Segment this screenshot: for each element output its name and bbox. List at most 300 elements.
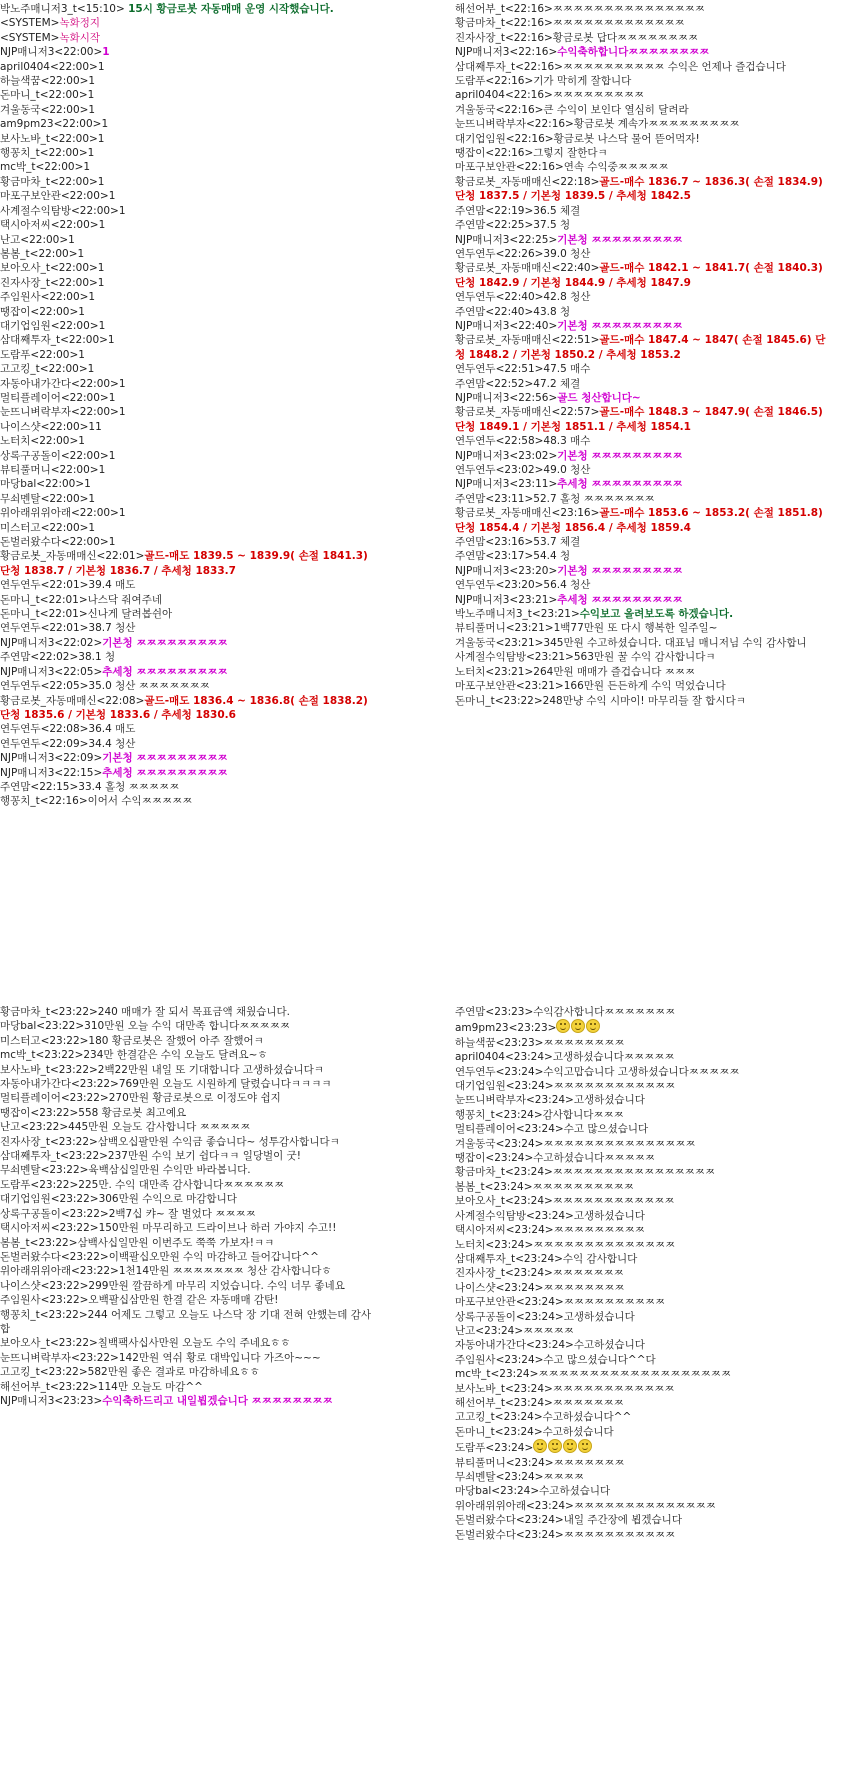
message-text: 땡잡이<22:16>그렇지 잘한다ㅋ: [455, 147, 608, 160]
chat-message: [0, 1091, 380, 1105]
message-highlight: 녹화시작: [59, 31, 101, 44]
chat-message: [455, 405, 835, 434]
chat-message: [455, 45, 835, 59]
message-text: 자동아내가간다<22:00>1: [0, 377, 126, 390]
chat-message: [455, 1137, 835, 1151]
message-text: 연두연두<22:58>48.3 매수: [455, 435, 591, 448]
message-text: 해선어부_t<23:24>ㅉㅉㅉㅉㅉㅉㅉ: [455, 1396, 624, 1409]
chat-message: [0, 1308, 380, 1337]
chat-message: [455, 1484, 835, 1498]
message-highlight: 골드-매수 1836.7 ~ 1836.3( 손절 1834.9) 단청 1837.5 / 기본청 1839.5 / 추세청 1842.5: [455, 175, 823, 203]
message-text: 연두연두<22:51>47.5 매수: [455, 363, 591, 376]
chat-message: [0, 1106, 380, 1120]
chat-message: [455, 16, 835, 30]
message-text: 행꽁치_t<23:24>감사합니다ㅉㅉㅉ: [455, 1108, 624, 1121]
chat-message: [455, 694, 835, 708]
message-text: 황금로봇_자동매매신<22:18>: [455, 175, 600, 188]
message-text: 무쇠멘탈<23:24>ㅉㅉㅉㅉ: [455, 1471, 584, 1483]
chat-message: [455, 1151, 835, 1165]
message-text: 마당bal<22:00>1: [0, 478, 91, 491]
chat-message: [0, 722, 380, 736]
message-text: 무쇠멘탈<22:00>1: [0, 492, 96, 505]
chat-message: [455, 1194, 835, 1208]
message-text: 하늘색꿈<22:00>1: [0, 75, 96, 88]
message-highlight: 골드 청산합니다~: [557, 391, 641, 404]
message-highlight: 추세청 ㅉㅉㅉㅉㅉㅉㅉㅉㅉ: [102, 766, 228, 779]
message-text: <SYSTEM>: [0, 17, 60, 30]
message-text: 황금마차_t<22:00>1: [0, 175, 105, 188]
chat-message: [0, 175, 380, 189]
message-text: 황금로봇_자동매매신<22:08>: [0, 694, 145, 707]
message-text: 황금로봇_자동매매신<22:40>: [455, 262, 600, 275]
message-text: 상록구공돌이<23:24>고생하셨습니다: [455, 1310, 635, 1323]
message-text: 연두연두<22:09>34.4 청산: [0, 737, 136, 750]
message-text: 겨울동국<22:00>1: [0, 103, 96, 116]
chat-message: [0, 794, 380, 808]
message-text: NJP매니저3<22:02>: [0, 636, 103, 649]
message-highlight: 추세청 ㅉㅉㅉㅉㅉㅉㅉㅉㅉ: [102, 665, 228, 678]
message-text: 돈마니_t<23:24>수고하셨습니다: [455, 1425, 614, 1438]
message-text: april0404<22:00>1: [0, 60, 105, 73]
chat-message: [0, 1365, 380, 1379]
message-text: 삼대째투자_t<22:16>ㅉㅉㅉㅉㅉㅉㅉㅉㅉㅉ 수익은 언제나 즐겁습니다: [455, 60, 786, 73]
chat-message: [455, 1295, 835, 1309]
message-text: 난고<23:24>ㅉㅉㅉㅉㅉ: [455, 1324, 574, 1337]
chat-message: [455, 377, 835, 391]
chat-message: [455, 117, 835, 131]
message-text: 진자사장_t<23:22>삼백오십팔만원 수익금 좋습니다~ 성투감사합니다ㅋ: [0, 1135, 340, 1148]
chat-message: [0, 319, 380, 333]
message-text: NJP매니저3<22:09>: [0, 752, 103, 765]
chat-message: [455, 1036, 835, 1050]
message-text: 황금로봇_자동매매신<23:16>: [455, 507, 600, 520]
chat-message: [455, 1470, 835, 1484]
chat-log-column-4: [455, 1005, 835, 1542]
message-text: NJP매니저3<22:16>: [455, 46, 558, 59]
chat-message: [455, 1252, 835, 1266]
message-text: NJP매니저3<22:56>: [455, 391, 558, 404]
chat-message: [0, 218, 380, 232]
chat-message: [0, 132, 380, 146]
message-text: 택시아저씨<23:22>150만원 마무리하고 드라이브나 하러 가야지 수고!!: [0, 1222, 337, 1235]
chat-message: [0, 766, 380, 780]
message-text: 황금마차_t<22:16>ㅉㅉㅉㅉㅉㅉㅉㅉㅉㅉㅉㅉㅉ: [455, 17, 685, 30]
chat-message: [455, 477, 835, 491]
message-highlight: 1: [102, 46, 110, 59]
message-text: 진자사장_t<22:00>1: [0, 276, 105, 289]
message-text: 고고킹_t<23:22>582만원 좋은 결과로 마감하네요ㅎㅎ: [0, 1366, 260, 1379]
chat-message: [455, 1266, 835, 1280]
chat-message: [0, 146, 380, 160]
message-text: 대기업임원<22:16>황금로봇 나스닥 물어 뜯어먹자!: [455, 132, 700, 145]
smiley-emoticon-icon: [578, 1439, 592, 1453]
chat-message: [0, 290, 380, 304]
chat-message: [0, 117, 380, 131]
chat-message: [455, 665, 835, 679]
chat-log-column-1: [0, 2, 380, 809]
chat-message: [455, 132, 835, 146]
smiley-emoticon-icon: [533, 1439, 547, 1453]
chat-message: [0, 578, 380, 592]
message-text: 마포구보안관<23:21>166만원 든든하게 수익 먹었습니다: [455, 680, 726, 693]
message-text: 미스터고<23:22>180 황금로봇은 잘했어 아주 잘했어ㅋ: [0, 1034, 264, 1047]
message-text: 보아오사_t<22:00>1: [0, 262, 105, 275]
chat-message: [0, 1005, 380, 1019]
message-text: 겨울동국<23:21>345만원 수고하셨습니다. 대표님 매니저님 수익 감사합니: [455, 636, 807, 649]
message-text: 사계절수익탐방<23:24>고생하셨습니다: [455, 1209, 645, 1222]
message-text: 주임원사<23:24>수고 많으셨습니다^^다: [455, 1353, 656, 1366]
message-text: april0404<23:24>고생하셨습니다ㅉㅉㅉㅉㅉ: [455, 1051, 675, 1064]
chat-message: [0, 1034, 380, 1048]
message-highlight: 기본청 ㅉㅉㅉㅉㅉㅉㅉㅉㅉ: [557, 319, 683, 332]
message-text: 보아오사_t<23:22>칠백팩사십사만원 오늘도 수익 주네요ㅎㅎ: [0, 1337, 291, 1350]
chat-message: [0, 679, 380, 693]
chat-message: [455, 1180, 835, 1194]
message-text: 보아오사_t<23:24>ㅉㅉㅉㅉㅉㅉㅉㅉㅉㅉㅉㅉ: [455, 1195, 675, 1208]
message-text: 돈벌러왔수다<22:00>1: [0, 536, 116, 549]
message-text: 황금로봇_자동매매신<22:51>: [455, 334, 600, 347]
chat-message: [455, 564, 835, 578]
chat-message: [0, 521, 380, 535]
chat-message: [455, 1456, 835, 1470]
chat-message: [0, 1063, 380, 1077]
message-text: 진자사장_t<22:16>황금로봇 답다ㅉㅉㅉㅉㅉㅉㅉㅉ: [455, 31, 699, 44]
chat-message: [0, 1135, 380, 1149]
message-text: 눈뜨니벼락부자<23:22>142만원 역쉬 황로 대박입니다 가즈아~~~: [0, 1351, 321, 1364]
smiley-emoticon-icon: [548, 1439, 562, 1453]
chat-message: [0, 1236, 380, 1250]
chat-message: [0, 60, 380, 74]
message-highlight: 골드-매수 1848.3 ~ 1847.9( 손절 1846.5) 단청 1849.1 / 기본청 1851.1 / 추세청 1854.1: [455, 406, 823, 433]
chat-message: [455, 1396, 835, 1410]
message-highlight: 추세청 ㅉㅉㅉㅉㅉㅉㅉㅉㅉ: [557, 593, 683, 606]
chat-message: [0, 16, 380, 30]
message-text: 연두연두<23:02>49.0 청산: [455, 464, 591, 476]
message-text: 주연맘<22:40>43.8 청: [455, 305, 571, 318]
chat-message: [0, 1192, 380, 1206]
chat-message: [0, 2, 380, 16]
message-text: 보사노바_t<23:24>ㅉㅉㅉㅉㅉㅉㅉㅉㅉㅉㅉㅉ: [455, 1382, 675, 1395]
message-text: NJP매니저3<22:00>: [0, 46, 103, 59]
chat-message: [455, 1439, 835, 1455]
message-text: 눈뜨니벼락부자<23:24>고생하셨습니다: [455, 1094, 645, 1107]
chat-message: [0, 621, 380, 635]
message-text: 멀티플레이어<23:24>수고 많으셨습니다: [455, 1123, 649, 1136]
message-text: 마포구보안관<23:24>ㅉㅉㅉㅉㅉㅉㅉㅉㅉㅉ: [455, 1296, 666, 1309]
chat-message: [0, 74, 380, 88]
message-text: 사계절수익탐방<23:21>563만원 꿀 수익 감사합니다ㅋ: [455, 651, 716, 664]
chat-message: [455, 1382, 835, 1396]
chat-message: [455, 578, 835, 592]
chat-message: [455, 31, 835, 45]
message-text: 행꽁치_t<22:00>1: [0, 147, 95, 160]
chat-message: [0, 780, 380, 794]
message-text: am9pm23<22:00>1: [0, 118, 109, 131]
message-text: 미스터고<22:00>1: [0, 521, 96, 534]
message-text: 주연맘<23:11>52.7 홀청 ㅉㅉㅉㅉㅉㅉㅉ: [455, 492, 655, 505]
chat-message: [455, 449, 835, 463]
chat-message: [455, 1338, 835, 1352]
chat-message: [455, 218, 835, 232]
chat-message: [455, 593, 835, 607]
message-text: 뷰티풀머니<22:00>1: [0, 464, 106, 476]
message-highlight: 골드-매수 1847.4 ~ 1847( 손절 1845.6) 단청 1848.2 / 기본청 1850.2 / 추세청 1853.2: [455, 334, 826, 361]
chat-message: [455, 1019, 835, 1035]
message-text: 하늘색꿈<23:23>ㅉㅉㅉㅉㅉㅉㅉㅉ: [455, 1036, 625, 1049]
chat-message: [0, 247, 380, 261]
chat-message: [0, 45, 380, 59]
chat-message: [455, 434, 835, 448]
chat-message: [455, 1324, 835, 1338]
message-text: 나이스샷<22:00>11: [0, 420, 102, 433]
message-highlight: 수익축하합니다ㅉㅉㅉㅉㅉㅉㅉㅉ: [557, 46, 710, 59]
chat-message: [0, 1207, 380, 1221]
chat-message: [455, 103, 835, 117]
message-text: 주연맘<23:17>54.4 청: [455, 550, 571, 563]
message-text: mc박_t<23:22>234만 한결같은 수익 오늘도 달려요~ㅎ: [0, 1049, 268, 1062]
chat-message: [455, 650, 835, 664]
message-text: 자동아내가간다<23:24>수고하셨습니다: [455, 1339, 645, 1352]
chat-message: [0, 1149, 380, 1163]
chat-message: [0, 276, 380, 290]
chat-message: [455, 679, 835, 693]
chat-message: [455, 1223, 835, 1237]
chat-message: [455, 1410, 835, 1424]
message-highlight: 수익보고 올려보도록 하겠습니다.: [579, 608, 734, 621]
chat-message: [455, 1209, 835, 1223]
chat-message: [0, 477, 380, 491]
message-text: 땡잡이<22:00>1: [0, 305, 85, 318]
chat-message: [455, 204, 835, 218]
chat-message: [455, 1513, 835, 1527]
chat-message: [455, 1425, 835, 1439]
chat-message: [0, 1380, 380, 1394]
message-text: 마당bal<23:22>310만원 오늘 수익 대만족 합니다ㅉㅉㅉㅉㅉ: [0, 1020, 290, 1033]
chat-message: [0, 31, 380, 45]
chat-message: [455, 621, 835, 635]
message-text: 봄봄_t<22:00>1: [0, 247, 85, 260]
chat-message: [455, 88, 835, 102]
chat-message: [0, 751, 380, 765]
message-text: 상록구공돌이<22:00>1: [0, 449, 116, 462]
message-text: NJP매니저3<23:21>: [455, 593, 558, 606]
message-text: 황금마차_t<23:22>240 매매가 잘 되서 목표금액 채웠습니다.: [0, 1006, 291, 1018]
chat-message: [0, 333, 380, 347]
chat-message: [0, 1120, 380, 1134]
message-highlight: 기본청 ㅉㅉㅉㅉㅉㅉㅉㅉㅉ: [102, 636, 228, 649]
chat-message: [0, 549, 380, 578]
chat-message: [0, 1279, 380, 1293]
chat-message: [455, 362, 835, 376]
message-text: NJP매니저3<22:40>: [455, 319, 558, 332]
message-text: 멀티플레이어<22:00>1: [0, 391, 116, 404]
chat-message: [0, 420, 380, 434]
message-text: 겨울동국<23:24>ㅉㅉㅉㅉㅉㅉㅉㅉㅉㅉㅉㅉㅉㅉㅉ: [455, 1137, 696, 1150]
message-text: NJP매니저3<23:02>: [455, 449, 558, 462]
chat-message: [0, 1351, 380, 1365]
message-text: 위아래위위아래<23:24>ㅉㅉㅉㅉㅉㅉㅉㅉㅉㅉㅉㅉㅉㅉ: [455, 1499, 716, 1512]
chat-message: [455, 290, 835, 304]
chat-message: [455, 2, 835, 16]
chat-message: [455, 1065, 835, 1079]
chat-message: [0, 362, 380, 376]
chat-message: [0, 1221, 380, 1235]
message-text: 땡잡이<23:24>수고하셨습니다ㅉㅉㅉㅉㅉ: [455, 1152, 655, 1165]
chat-message: [0, 1250, 380, 1264]
message-text: NJP매니저3<22:05>: [0, 665, 103, 678]
message-text: 주연맘<22:02>38.1 청: [0, 651, 116, 664]
message-highlight: 골드-매도 1836.4 ~ 1836.8( 손절 1838.2) 단청 1835.6 / 기본청 1833.6 / 추세청 1830.6: [0, 694, 368, 721]
message-text: 노터치<23:24>ㅉㅉㅉㅉㅉㅉㅉㅉㅉㅉㅉㅉㅉㅉ: [455, 1238, 676, 1251]
message-text: 돈마니_t<23:22>248만냥 수익 시마이! 마무리들 잘 합시다ㅋ: [455, 694, 746, 707]
message-text: 무쇠멘탈<23:22>육백삼십일만원 수익만 바라봅니다.: [0, 1164, 251, 1177]
message-text: 눈뜨니벼락부자<22:00>1: [0, 406, 126, 419]
message-text: 박노주매니저3_t<23:21>: [455, 608, 580, 621]
chat-message: [0, 506, 380, 520]
message-text: 봄봄_t<23:24>ㅉㅉㅉㅉㅉㅉㅉㅉㅉㅉ: [455, 1180, 634, 1193]
message-highlight: 기본청 ㅉㅉㅉㅉㅉㅉㅉㅉㅉ: [557, 449, 683, 462]
message-text: 연두연두<22:01>38.7 청산: [0, 622, 136, 635]
chat-message: [0, 189, 380, 203]
chat-message: [455, 1050, 835, 1064]
message-highlight: 수익축하드리고 내일뵙겠습니다 ㅉㅉㅉㅉㅉㅉㅉㅉ: [102, 1394, 333, 1407]
chat-message: [0, 1394, 380, 1408]
message-text: NJP매니저3<23:20>: [455, 564, 558, 577]
message-text: 돈마니_t<22:00>1: [0, 89, 95, 102]
chat-message: [455, 247, 835, 261]
message-text: 눈뜨니벼락부자<22:16>황금로봇 계속가ㅉㅉㅉㅉㅉㅉㅉㅉㅉ: [455, 118, 740, 131]
chat-message: [0, 305, 380, 319]
message-text: 마포구보안관<22:00>1: [0, 190, 116, 203]
chat-message: [0, 1163, 380, 1177]
message-text: 대기업임원<22:00>1: [0, 319, 106, 332]
message-text: 연두연두<22:26>39.0 청산: [455, 247, 591, 260]
chat-message: [455, 549, 835, 563]
message-text: 주임원사<22:00>1: [0, 291, 96, 304]
chat-message: [0, 492, 380, 506]
message-text: 주연맘<22:52>47.2 체결: [455, 377, 581, 390]
chat-message: [455, 636, 835, 650]
message-text: 뷰티풀머니<23:24>ㅉㅉㅉㅉㅉㅉㅉ: [455, 1456, 625, 1469]
message-text: NJP매니저3<23:23>: [0, 1394, 103, 1407]
message-text: 돈마니_t<22:01>나스닥 줘여주네: [0, 593, 162, 606]
chat-message: [455, 74, 835, 88]
message-text: 주연맘<22:19>36.5 체결: [455, 204, 581, 217]
chat-message: [0, 103, 380, 117]
chat-message: [0, 449, 380, 463]
chat-message: [0, 1264, 380, 1278]
chat-message: [455, 1165, 835, 1179]
chat-message: [455, 1122, 835, 1136]
message-text: 고고킹_t<23:24>수고하셨습니다^^: [455, 1411, 632, 1424]
message-text: 뷰티풀머니<23:21>1백77만원 또 다시 행복한 일주일~: [455, 622, 718, 635]
chat-message: [0, 665, 380, 679]
chat-message: [455, 535, 835, 549]
chat-message: [0, 593, 380, 607]
message-text: 황금로봇_자동매매신<22:57>: [455, 406, 600, 419]
message-text: mc박_t<22:00>1: [0, 161, 91, 174]
message-text: 삼대째투자_t<23:24>수익 감사합니다: [455, 1252, 638, 1265]
message-text: 주임원사<23:22>오백팔십삼만원 한결 같은 자동매매 감탄!: [0, 1294, 279, 1307]
chat-message: [0, 1077, 380, 1091]
message-text: am9pm23<23:23>: [455, 1022, 557, 1035]
message-text: 연두연두<23:20>56.4 청산: [455, 579, 591, 592]
chat-message: [0, 1048, 380, 1062]
message-text: 마포구보안관<22:16>연속 수익중ㅉㅉㅉㅉㅉ: [455, 161, 669, 174]
message-highlight: 골드-매수 1853.6 ~ 1853.2( 손절 1851.8) 단청 1854.4 / 기본청 1856.4 / 추세청 1859.4: [455, 507, 823, 534]
message-text: 진자사장_t<23:24>ㅉㅉㅉㅉㅉㅉㅉ: [455, 1267, 624, 1280]
message-text: 행꽁치_t<22:16>이어서 수익ㅉㅉㅉㅉㅉ: [0, 795, 193, 808]
chat-message: [455, 1079, 835, 1093]
chat-message: [0, 694, 380, 723]
message-text: 돈마니_t<22:01>신나게 달려봅쉰아: [0, 608, 173, 621]
message-text: 마당bal<23:24>수고하셨습니다: [455, 1485, 611, 1498]
message-text: 봄봄_t<23:22>삼백사십일만원 이번주도 쭉쭉 가보자!ㅋㅋ: [0, 1236, 275, 1249]
chat-message: [0, 204, 380, 218]
chat-message: [455, 1528, 835, 1542]
chat-message: [455, 506, 835, 535]
chat-message: [0, 261, 380, 275]
chat-message: [0, 405, 380, 419]
chat-message: [0, 348, 380, 362]
message-text: 연두연두<22:08>36.4 매도: [0, 723, 136, 736]
message-text: 삼대째투자_t<22:00>1: [0, 334, 115, 347]
chat-message: [0, 434, 380, 448]
chat-message: [455, 1238, 835, 1252]
message-text: NJP매니저3<23:11>: [455, 478, 558, 491]
chat-message: [455, 146, 835, 160]
message-text: 위아래위위아래<23:22>1천14만원 ㅉㅉㅉㅉㅉㅉㅉ 청산 감사합니다ㅎ: [0, 1265, 332, 1278]
message-text: 겨울동국<22:16>큰 수익이 보인다 열심히 달려라: [455, 103, 689, 116]
message-text: 난고<23:22>445만원 오늘도 감사합니다 ㅉㅉㅉㅉㅉ: [0, 1121, 251, 1134]
smiley-emoticon-icon: [586, 1019, 600, 1033]
message-text: 돈벌러왔수다<23:24>ㅉㅉㅉㅉㅉㅉㅉㅉㅉㅉㅉ: [455, 1528, 676, 1541]
message-text: 노터치<23:21>264만원 매매가 즐겁습니다 ㅉㅉㅉ: [455, 665, 696, 678]
message-text: 고고킹_t<22:00>1: [0, 363, 95, 376]
message-text: 주연맘<22:15>33.4 홀청 ㅉㅉㅉㅉㅉ: [0, 780, 180, 793]
message-text: 주연맘<23:23>수익감사합니다ㅉㅉㅉㅉㅉㅉㅉ: [455, 1006, 676, 1018]
message-highlight: 기본청 ㅉㅉㅉㅉㅉㅉㅉㅉㅉ: [102, 752, 228, 765]
message-text: 주연맘<22:25>37.5 청: [455, 219, 571, 232]
message-text: 박노주매니저3_t<15:10>: [0, 3, 129, 15]
message-text: 난고<22:00>1: [0, 233, 75, 246]
chat-message: [455, 1093, 835, 1107]
chat-message: [0, 391, 380, 405]
message-text: 나이스샷<23:24>ㅉㅉㅉㅉㅉㅉㅉㅉ: [455, 1281, 625, 1294]
message-text: 삼대째투자_t<23:22>237만원 수익 보기 쉽다ㅋㅋ 일당벌이 굿!: [0, 1150, 302, 1163]
chat-message: [455, 333, 835, 362]
smiley-emoticon-icon: [571, 1019, 585, 1033]
message-text: 행꽁치_t<23:22>244 어제도 그렇고 오늘도 나스닥 장 기대 전혀 안했는데 감사합: [0, 1308, 372, 1335]
chat-message: [0, 160, 380, 174]
message-text: 보사노바_t<22:00>1: [0, 132, 105, 145]
chat-message: [455, 261, 835, 290]
message-text: NJP매니저3<22:25>: [455, 233, 558, 246]
message-text: 사계절수익탐방<22:00>1: [0, 204, 126, 217]
chat-message: [455, 607, 835, 621]
chat-message: [0, 607, 380, 621]
message-text: 연두연두<23:24>수익고맙습니다 고생하셨습니다ㅉㅉㅉㅉㅉ: [455, 1065, 740, 1078]
message-highlight: 추세청 ㅉㅉㅉㅉㅉㅉㅉㅉㅉ: [557, 478, 683, 491]
chat-message: [455, 1281, 835, 1295]
message-text: april0404<22:16>ㅉㅉㅉㅉㅉㅉㅉㅉㅉ: [455, 89, 645, 102]
smiley-emoticon-icon: [563, 1439, 577, 1453]
chat-message: [455, 60, 835, 74]
chat-message: [455, 319, 835, 333]
message-text: 도람푸<23:24>: [455, 1442, 534, 1455]
message-highlight: 골드-매도 1839.5 ~ 1839.9( 손절 1841.3) 단청 1838.7 / 기본청 1836.7 / 추세청 1833.7: [0, 550, 368, 577]
chat-message: [0, 650, 380, 664]
